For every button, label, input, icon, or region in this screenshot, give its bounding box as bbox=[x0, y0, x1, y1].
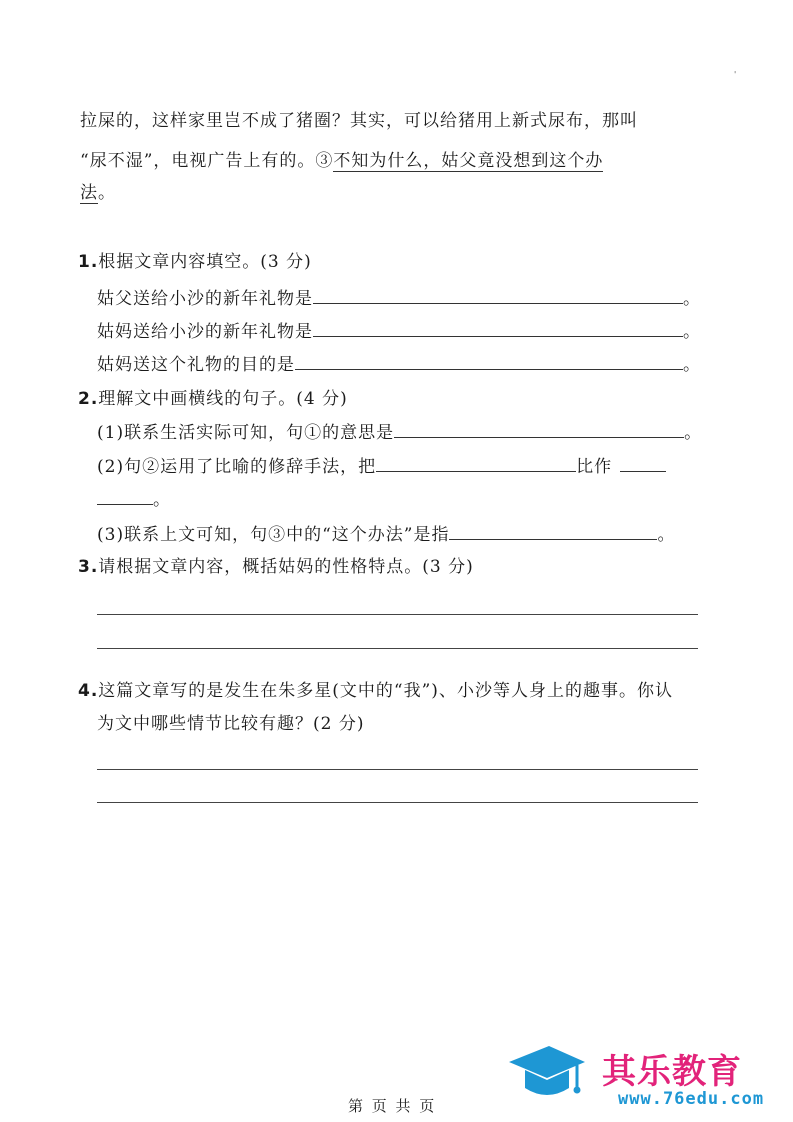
question-4-text-line-2: 为文中哪些情节比较有趣？(2 分) bbox=[97, 714, 365, 734]
question-3-title bbox=[78, 552, 474, 577]
q1-item-1-answer-blank[interactable] bbox=[313, 285, 683, 304]
passage-line-2-text: “尿不湿”，电视广告上有的。③ bbox=[80, 151, 334, 171]
q2-sub-2-mid: 比作 bbox=[576, 457, 613, 477]
q2-sub-3-answer-blank[interactable] bbox=[449, 521, 657, 540]
q2-sub-1-answer-blank[interactable] bbox=[394, 419, 684, 438]
q1-item-1-end: 。 bbox=[683, 289, 701, 309]
q1-item-1-label: 姑父送给小沙的新年礼物是 bbox=[97, 289, 313, 309]
q2-sub-2-blank-a[interactable] bbox=[376, 453, 576, 472]
underlined-sentence-3-end: 法 bbox=[80, 183, 98, 203]
underlined-sentence-3: 不知为什么，姑父竟没想到这个办 bbox=[333, 151, 604, 171]
q1-item-3-label: 姑妈送这个礼物的目的是 bbox=[97, 355, 295, 375]
graduation-cap-icon bbox=[505, 1040, 587, 1110]
q4-answer-line-2[interactable] bbox=[97, 802, 698, 803]
q2-sub-2-cont bbox=[97, 485, 171, 510]
q2-sub-2-end: 。 bbox=[153, 490, 171, 510]
q1-item-2 bbox=[97, 317, 701, 342]
passage-line-1: 拉屎的，这样家里岂不成了猪圈？其实，可以给猪用上新式尿布，那叫 bbox=[80, 111, 638, 131]
question-4-title bbox=[78, 676, 673, 701]
q1-item-1 bbox=[97, 284, 701, 309]
passage-line-3-end: 。 bbox=[98, 183, 116, 203]
q1-item-3-end: 。 bbox=[683, 355, 701, 375]
q1-item-3-answer-blank[interactable] bbox=[295, 351, 683, 370]
q2-sub-3-label: (3)联系上文可知，句③中的“这个办法”是指 bbox=[97, 525, 450, 545]
q2-sub-1 bbox=[97, 418, 702, 443]
question-1-title bbox=[78, 247, 312, 272]
q3-answer-line-2[interactable] bbox=[97, 648, 698, 649]
q1-item-2-label: 姑妈送给小沙的新年礼物是 bbox=[97, 322, 313, 342]
q1-item-2-end: 。 bbox=[683, 322, 701, 342]
q2-sub-2-label: (2)句②运用了比喻的修辞手法，把 bbox=[97, 457, 377, 477]
q2-sub-3 bbox=[97, 520, 675, 545]
page-footer: 第 页 共 页 bbox=[348, 1097, 437, 1115]
question-1-number: 1. bbox=[78, 252, 99, 272]
q4-answer-line-1[interactable] bbox=[97, 769, 698, 770]
question-2-text: 理解文中画横线的句子。(4 分) bbox=[98, 389, 348, 409]
question-2-number: 2. bbox=[78, 389, 99, 409]
question-3-number: 3. bbox=[78, 557, 99, 577]
question-4-number: 4. bbox=[78, 681, 99, 701]
q2-sub-3-end: 。 bbox=[657, 525, 676, 545]
passage-line-3 bbox=[80, 178, 116, 203]
q2-sub-1-end: 。 bbox=[684, 423, 703, 443]
q2-sub-2 bbox=[97, 452, 666, 477]
q2-sub-2-blank-b[interactable] bbox=[620, 453, 666, 472]
passage-line-2 bbox=[80, 146, 603, 171]
q2-sub-2-blank-b-cont[interactable] bbox=[97, 486, 153, 505]
q2-sub-1-label: (1)联系生活实际可知，句①的意思是 bbox=[97, 423, 395, 443]
q3-answer-line-1[interactable] bbox=[97, 614, 698, 615]
question-4-text-line-1: 这篇文章写的是发生在朱多星(文中的“我”)、小沙等人身上的趣事。你认 bbox=[98, 681, 673, 701]
q1-item-2-answer-blank[interactable] bbox=[313, 318, 683, 337]
question-3-text: 请根据文章内容，概括姑妈的性格特点。(3 分) bbox=[98, 557, 474, 577]
question-1-text: 根据文章内容填空。(3 分) bbox=[98, 252, 312, 272]
question-2-title bbox=[78, 384, 348, 409]
q1-item-3 bbox=[97, 350, 701, 375]
corner-mark: ' bbox=[734, 70, 737, 79]
logo-name: 其乐教育 bbox=[602, 1052, 742, 1092]
logo-url: www.76edu.com bbox=[618, 1089, 765, 1109]
